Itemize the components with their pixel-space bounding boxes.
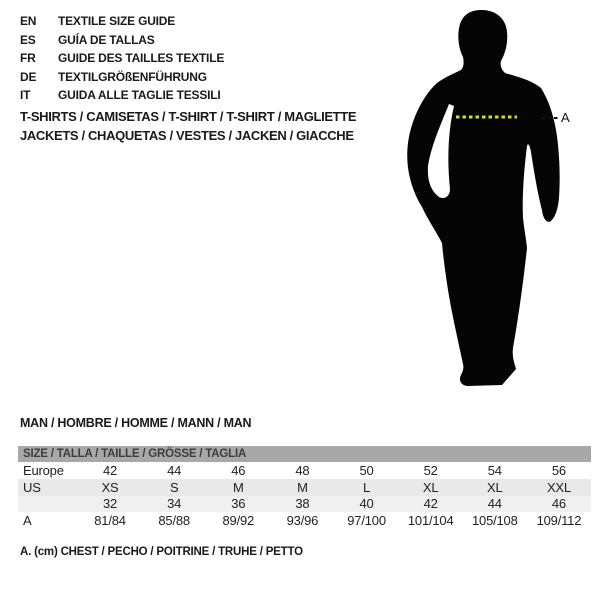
language-row-fr [20, 49, 224, 68]
language-code: FR [20, 51, 36, 66]
table-row-europe [18, 462, 591, 479]
table-row-us [18, 479, 591, 496]
size-table [18, 446, 591, 529]
size-cell: 109/112 [536, 513, 582, 529]
measurement-footnote: A. (cm) CHEST / PECHO / POITRINE / TRUHE / PETTO [20, 546, 303, 558]
row-label: Europe [23, 462, 64, 478]
size-cell: XXL [546, 479, 571, 495]
size-cell: 48 [295, 462, 310, 478]
section-title-man: MAN / HOMBRE / HOMME / MANN / MAN [20, 416, 252, 430]
size-cell: 85/88 [158, 513, 190, 529]
size-cell: 89/92 [222, 513, 255, 529]
language-row-de [20, 68, 224, 87]
size-cell: 81/84 [94, 513, 126, 529]
language-label: GUIDA ALLE TAGLIE TESSILI [58, 88, 221, 103]
size-cell: XL [487, 479, 503, 495]
language-row-en [20, 12, 224, 31]
size-cell: S [169, 479, 179, 495]
size-cell: 105/108 [472, 513, 518, 529]
language-label: GUÍA DE TALLAS [58, 32, 155, 47]
size-cell: 32 [103, 496, 118, 512]
row-label: US [23, 479, 41, 495]
size-cell: M [232, 479, 244, 495]
language-label: TEXTILE SIZE GUIDE [58, 14, 176, 29]
size-cell: 54 [487, 462, 502, 478]
size-table-header: SIZE / TALLA / TAILLE / GRÖSSE / TAGLIA [18, 446, 591, 462]
size-cell: 34 [167, 496, 182, 512]
size-cell: 36 [231, 496, 246, 512]
language-code: DE [20, 69, 37, 84]
size-cell: 42 [423, 496, 438, 512]
size-cell: 44 [487, 496, 502, 512]
size-cell: 52 [423, 462, 438, 478]
category-line-jackets: JACKETS / CHAQUETAS / VESTES / JACKEN / GIACCHE [20, 127, 354, 143]
language-label: TEXTILGRÖßENFÜHRUNG [58, 69, 207, 84]
size-cell: 38 [295, 496, 310, 512]
size-cell: 46 [231, 462, 246, 478]
row-label: A [23, 513, 32, 529]
size-cell: XS [101, 479, 119, 495]
size-cell: 93/96 [286, 513, 319, 529]
table-row-chest-cm [18, 512, 591, 529]
size-cell: 101/104 [407, 513, 454, 529]
language-code: EN [20, 14, 37, 29]
size-cell: M [297, 479, 308, 495]
size-cell: 56 [551, 462, 566, 478]
size-cell: XL [422, 479, 439, 495]
size-cell: 97/100 [347, 513, 386, 529]
language-code: IT [20, 88, 31, 103]
category-line-tshirts: T-SHIRTS / CAMISETAS / T-SHIRT / T-SHIRT / MAGLIETTE [20, 109, 357, 124]
man-silhouette-body [407, 10, 559, 386]
man-silhouette [400, 5, 575, 395]
language-label: GUIDE DES TAILLES TEXTILE [58, 51, 225, 66]
size-cell: 42 [103, 462, 118, 478]
size-cell: 44 [167, 462, 182, 478]
garment-categories [20, 108, 356, 145]
language-guide-list [20, 12, 224, 105]
size-cell: L [363, 479, 371, 495]
size-cell: 46 [551, 496, 566, 512]
size-cell: 40 [359, 496, 374, 512]
measurement-label-a: A [561, 110, 570, 125]
size-cell: 50 [359, 462, 374, 478]
language-row-it [20, 86, 224, 105]
language-code: ES [20, 32, 36, 47]
table-row-uk [18, 496, 591, 513]
language-row-es [20, 31, 224, 50]
